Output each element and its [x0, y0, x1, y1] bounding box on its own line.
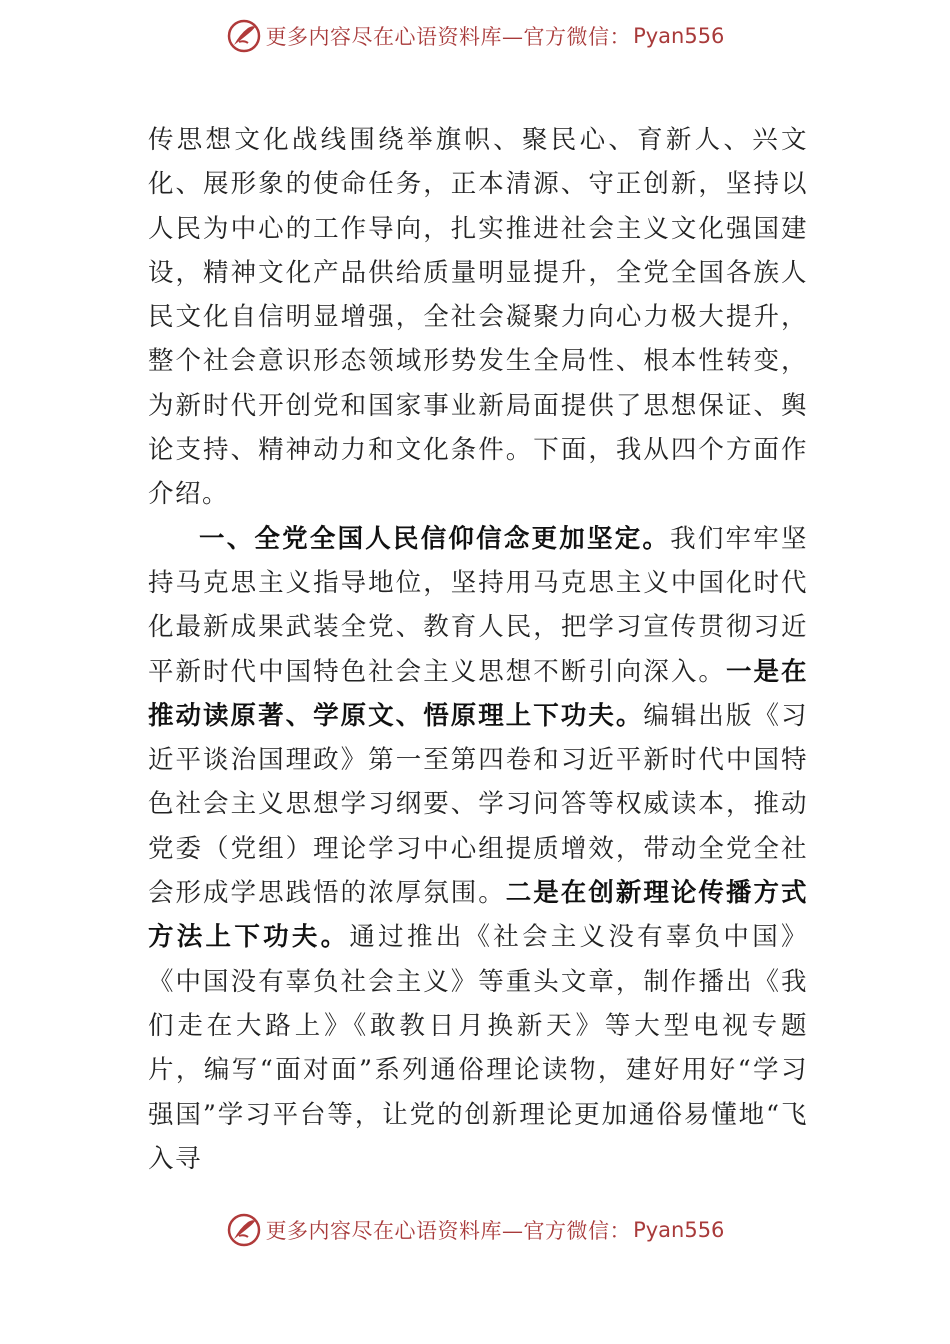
paragraph-intro: 传思想文化战线围绕举旗帜、聚民心、育新人、兴文化、展形象的使命任务，正本清源、守正创新，坚持以人民为中心的工作导向，扎实推进社会主义文化强国建设，精神文化产品供给质量明显提升，全党全国各族人民文化自信明显增强，全社会凝聚力向心力极大提升，整个社会意识形态领域形势发生全局性、根本性转变，为新时代开创党和国家事业新局面提供了思想保证、舆论支持、精神动力和文化条件。下面，我从四个方面作介绍。 — [148, 125, 808, 510]
point-one-text: 编辑出版《习近平谈治国理政》第一至第四卷和习近平新时代中国特色社会主义思想学习纲要、学习问答等权威读本，推动党委（党组）理论学习中心组提质增效，带动全党全社会形成学思践悟的浓厚氛围。 — [148, 700, 808, 909]
header-watermark-banner — [0, 14, 950, 58]
section-text: 我们牢牢坚持马克思主义指导地位，坚持用马克思主义中国化时代化最新成果武装全党、教育人民，把学习宣传贯彻习近平新时代中国特色社会主义思想不断引向深入。 — [148, 523, 808, 687]
wechat-id: Pyan556 — [633, 24, 725, 48]
point-one-heading: 一是在推动读原著、学原文、悟原理上下功夫。 — [148, 656, 808, 731]
point-two-text: 通过推出《社会主义没有辜负中国》《中国没有辜负社会主义》等重头文章，制作播出《我们走在大路上》《敢教日月换新天》等大型电视专题片，编写“面对面”系列通俗理论读物，建好用好“学习强国”学习平台等，让党的创新理论更加通俗易懂地“飞入寻 — [148, 922, 808, 1174]
document-body — [148, 118, 808, 1181]
paragraph-section-one — [148, 517, 808, 1181]
banner-text: 更多内容尽在心语资料库—官方微信： — [265, 1219, 632, 1243]
banner-text: 更多内容尽在心语资料库—官方微信： — [265, 25, 632, 49]
footer-watermark-banner — [0, 1208, 950, 1252]
wechat-id: Pyan556 — [633, 1218, 725, 1242]
point-two-heading: 二是在创新理论传播方式方法上下功夫。 — [148, 878, 808, 953]
brush-logo-icon — [226, 18, 262, 54]
section-heading: 一、全党全国人民信仰信念更加坚定。 — [199, 523, 671, 554]
brush-logo-icon — [226, 1212, 262, 1248]
